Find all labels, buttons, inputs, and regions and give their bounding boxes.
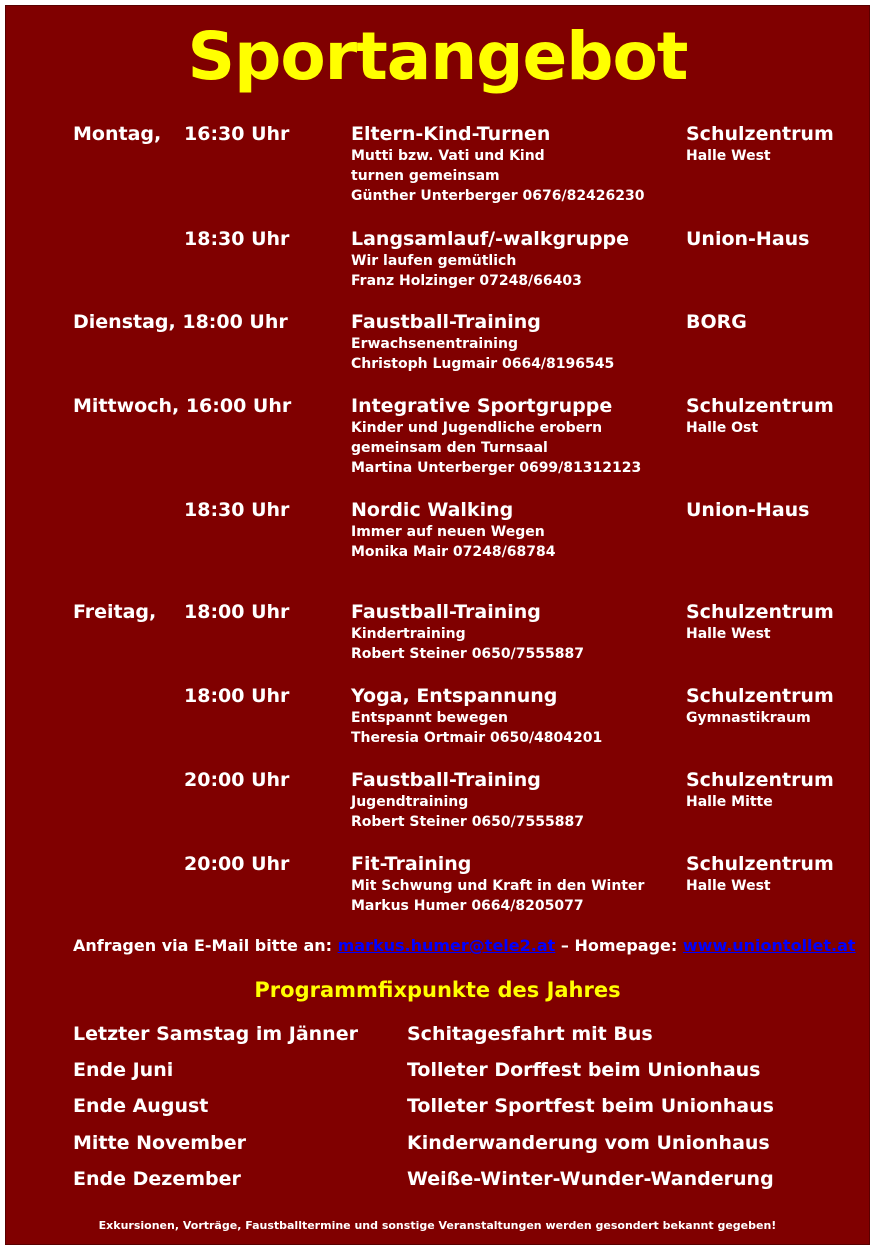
page-title: Sportangebot xyxy=(187,18,688,95)
activity-description-line: Robert Steiner 0650/7555887 xyxy=(351,814,584,830)
activity-title: Faustball-Training xyxy=(351,311,541,333)
activity-description-line: Markus Humer 0664/8205077 xyxy=(351,898,584,914)
activity-description-line: Mit Schwung und Kraft in den Winter xyxy=(351,878,645,894)
schedule-time: 20:00 Uhr xyxy=(184,769,290,791)
email-link[interactable]: markus.humer@tele2.at xyxy=(337,936,556,955)
activity-location-detail: Gymnastikraum xyxy=(686,710,811,726)
schedule-time: 18:30 Uhr xyxy=(184,228,290,250)
activity-description-line: gemeinsam den Turnsaal xyxy=(351,440,548,456)
activity-title: Langsamlauf/-walkgruppe xyxy=(351,228,630,250)
activity-description-line: Günther Unterberger 0676/82426230 xyxy=(351,188,645,204)
activity-description-line: Mutti bzw. Vati und Kind xyxy=(351,148,545,164)
activity-location: Schulzentrum xyxy=(686,685,834,707)
activity-location-detail: Halle Ost xyxy=(686,420,759,436)
homepage-link[interactable]: www.uniontollet.at xyxy=(682,936,856,955)
schedule-time: 16:30 Uhr xyxy=(184,123,290,145)
schedule-time: 18:00 Uhr xyxy=(184,685,290,707)
schedule-day: Montag, xyxy=(73,123,162,145)
footnote: Exkursionen, Vorträge, Faustballtermine und sonstige Veranstaltungen werden gesondert bekannt gegeben! xyxy=(98,1219,777,1232)
activity-title: Integrative Sportgruppe xyxy=(351,395,613,417)
activity-description-line: Franz Holzinger 07248/66403 xyxy=(351,273,582,289)
schedule-time: 20:00 Uhr xyxy=(184,853,290,875)
activity-description-line: turnen gemeinsam xyxy=(351,168,500,184)
activity-title: Yoga, Entspannung xyxy=(351,685,558,707)
fixpoint-date: Ende Juni xyxy=(73,1059,174,1081)
activity-description-line: Christoph Lugmair 0664/8196545 xyxy=(351,356,615,372)
activity-title: Faustball-Training xyxy=(351,601,541,623)
fixpoints-heading: Programmfixpunkte des Jahres xyxy=(254,978,621,1002)
schedule-time: 18:00 Uhr xyxy=(184,601,290,623)
fixpoint-date: Ende Dezember xyxy=(73,1168,241,1190)
activity-description-line: Entspannt bewegen xyxy=(351,710,508,726)
activity-location: BORG xyxy=(686,311,747,333)
activity-description-line: Robert Steiner 0650/7555887 xyxy=(351,646,584,662)
activity-title: Faustball-Training xyxy=(351,769,541,791)
activity-description-line: Kinder und Jugendliche erobern xyxy=(351,420,603,436)
schedule-day: Dienstag, 18:00 Uhr xyxy=(73,311,288,333)
activity-description-line: Kindertraining xyxy=(351,626,466,642)
activity-location-detail: Halle Mitte xyxy=(686,794,773,810)
activity-description-line: Martina Unterberger 0699/81312123 xyxy=(351,460,642,476)
schedule-time: 18:30 Uhr xyxy=(184,499,290,521)
fixpoint-event: Kinderwanderung vom Unionhaus xyxy=(407,1132,770,1154)
poster xyxy=(5,5,870,1245)
schedule-day: Freitag, xyxy=(73,601,157,623)
activity-location: Schulzentrum xyxy=(686,853,834,875)
fixpoint-event: Tolleter Dorffest beim Unionhaus xyxy=(407,1059,761,1081)
fixpoint-event: Schitagesfahrt mit Bus xyxy=(407,1023,653,1045)
activity-location: Schulzentrum xyxy=(686,395,834,417)
activity-description-line: Theresia Ortmair 0650/4804201 xyxy=(351,730,603,746)
activity-location-detail: Halle West xyxy=(686,878,771,894)
contact-prefix: Anfragen via E-Mail bitte an: xyxy=(73,936,338,955)
fixpoint-date: Ende August xyxy=(73,1095,209,1117)
contact-middle: – Homepage: xyxy=(555,936,683,955)
fixpoint-date: Mitte November xyxy=(73,1132,246,1154)
activity-location: Union-Haus xyxy=(686,499,810,521)
activity-title: Fit-Training xyxy=(351,853,472,875)
activity-title: Eltern-Kind-Turnen xyxy=(351,123,551,145)
fixpoint-event: Tolleter Sportfest beim Unionhaus xyxy=(407,1095,774,1117)
activity-description-line: Wir laufen gemütlich xyxy=(351,253,517,269)
activity-location: Schulzentrum xyxy=(686,769,834,791)
activity-location-detail: Halle West xyxy=(686,148,771,164)
activity-description-line: Erwachsenentraining xyxy=(351,336,518,352)
schedule-day: Mittwoch, 16:00 Uhr xyxy=(73,395,292,417)
fixpoint-event: Weiße-Winter-Wunder-Wanderung xyxy=(407,1168,774,1190)
activity-description-line: Monika Mair 07248/68784 xyxy=(351,544,556,560)
activity-location-detail: Halle West xyxy=(686,626,771,642)
fixpoint-date: Letzter Samstag im Jänner xyxy=(73,1023,358,1045)
activity-description-line: Immer auf neuen Wegen xyxy=(351,524,545,540)
contact-line xyxy=(73,936,856,955)
activity-description-line: Jugendtraining xyxy=(351,794,469,810)
activity-title: Nordic Walking xyxy=(351,499,514,521)
activity-location: Schulzentrum xyxy=(686,123,834,145)
activity-location: Union-Haus xyxy=(686,228,810,250)
activity-location: Schulzentrum xyxy=(686,601,834,623)
